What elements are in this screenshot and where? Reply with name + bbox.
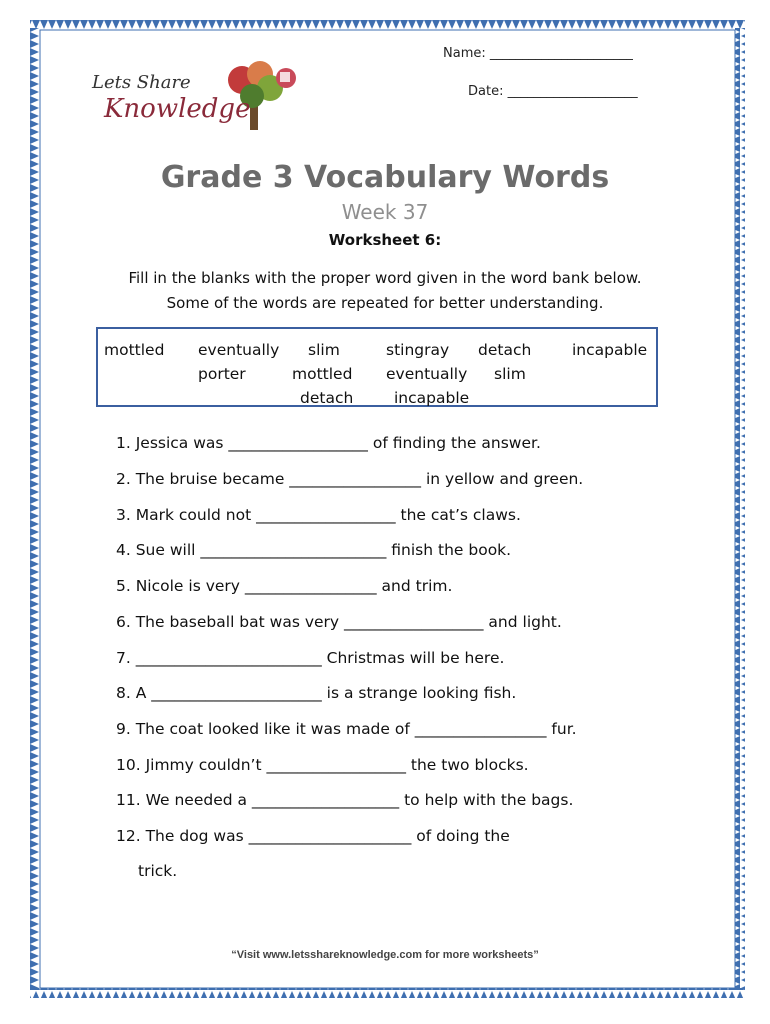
word-bank-word: detach <box>300 389 354 407</box>
question-item: 7. ________________________ Christmas will be here. <box>116 649 505 667</box>
question-item: 6. The baseball bat was very __________________ and light. <box>116 613 562 631</box>
word-bank-word: slim <box>494 365 526 383</box>
question-item: 8. A ______________________ is a strange looking fish. <box>116 684 517 702</box>
word-bank-word: incapable <box>572 341 648 359</box>
week-label: Week 37 <box>341 200 429 224</box>
instruction-line: Some of the words are repeated for better understanding. <box>166 294 604 312</box>
question-item: 1. Jessica was __________________ of finding the answer. <box>116 434 541 452</box>
instruction-line: Fill in the blanks with the proper word given in the word bank below. <box>128 269 642 287</box>
question-item: trick. <box>138 862 178 880</box>
question-item: 4. Sue will ________________________ finish the book. <box>116 541 512 559</box>
worksheet-label: Worksheet 6: <box>328 231 442 249</box>
page-title: Grade 3 Vocabulary Words <box>160 160 610 195</box>
question-item: 5. Nicole is very _________________ and trim. <box>116 577 453 595</box>
question-item: 3. Mark could not __________________ the cat’s claws. <box>116 506 521 524</box>
word-bank-word: mottled <box>104 341 165 359</box>
name-field[interactable]: Name: ______________________ <box>443 46 633 61</box>
logo-text-line2: Knowledge <box>104 94 251 124</box>
word-bank-word: eventually <box>386 365 468 383</box>
word-bank-word: eventually <box>198 341 280 359</box>
word-bank-word: mottled <box>292 365 353 383</box>
word-bank-word: incapable <box>394 389 470 407</box>
word-bank-word: stingray <box>386 341 450 359</box>
question-item: 2. The bruise became _________________ in yellow and green. <box>116 470 584 488</box>
word-bank-word: detach <box>478 341 532 359</box>
question-item: 9. The coat looked like it was made of _________________ fur. <box>116 720 577 738</box>
question-item: 11. We needed a ___________________ to help with the bags. <box>116 791 574 809</box>
word-bank-word: slim <box>308 341 340 359</box>
question-item: 10. Jimmy couldn’t __________________ the two blocks. <box>116 756 529 774</box>
footer-note: “Visit www.letsshareknowledge.com for more worksheets” <box>231 949 539 961</box>
logo-text-line1: Lets Share <box>92 72 191 93</box>
logo <box>92 58 302 138</box>
word-bank-word: porter <box>198 365 246 383</box>
date-field[interactable]: Date: ____________________ <box>468 84 638 99</box>
word-bank <box>96 327 658 407</box>
question-item: 12. The dog was _____________________ of doing the <box>116 827 510 845</box>
instructions <box>0 266 770 316</box>
